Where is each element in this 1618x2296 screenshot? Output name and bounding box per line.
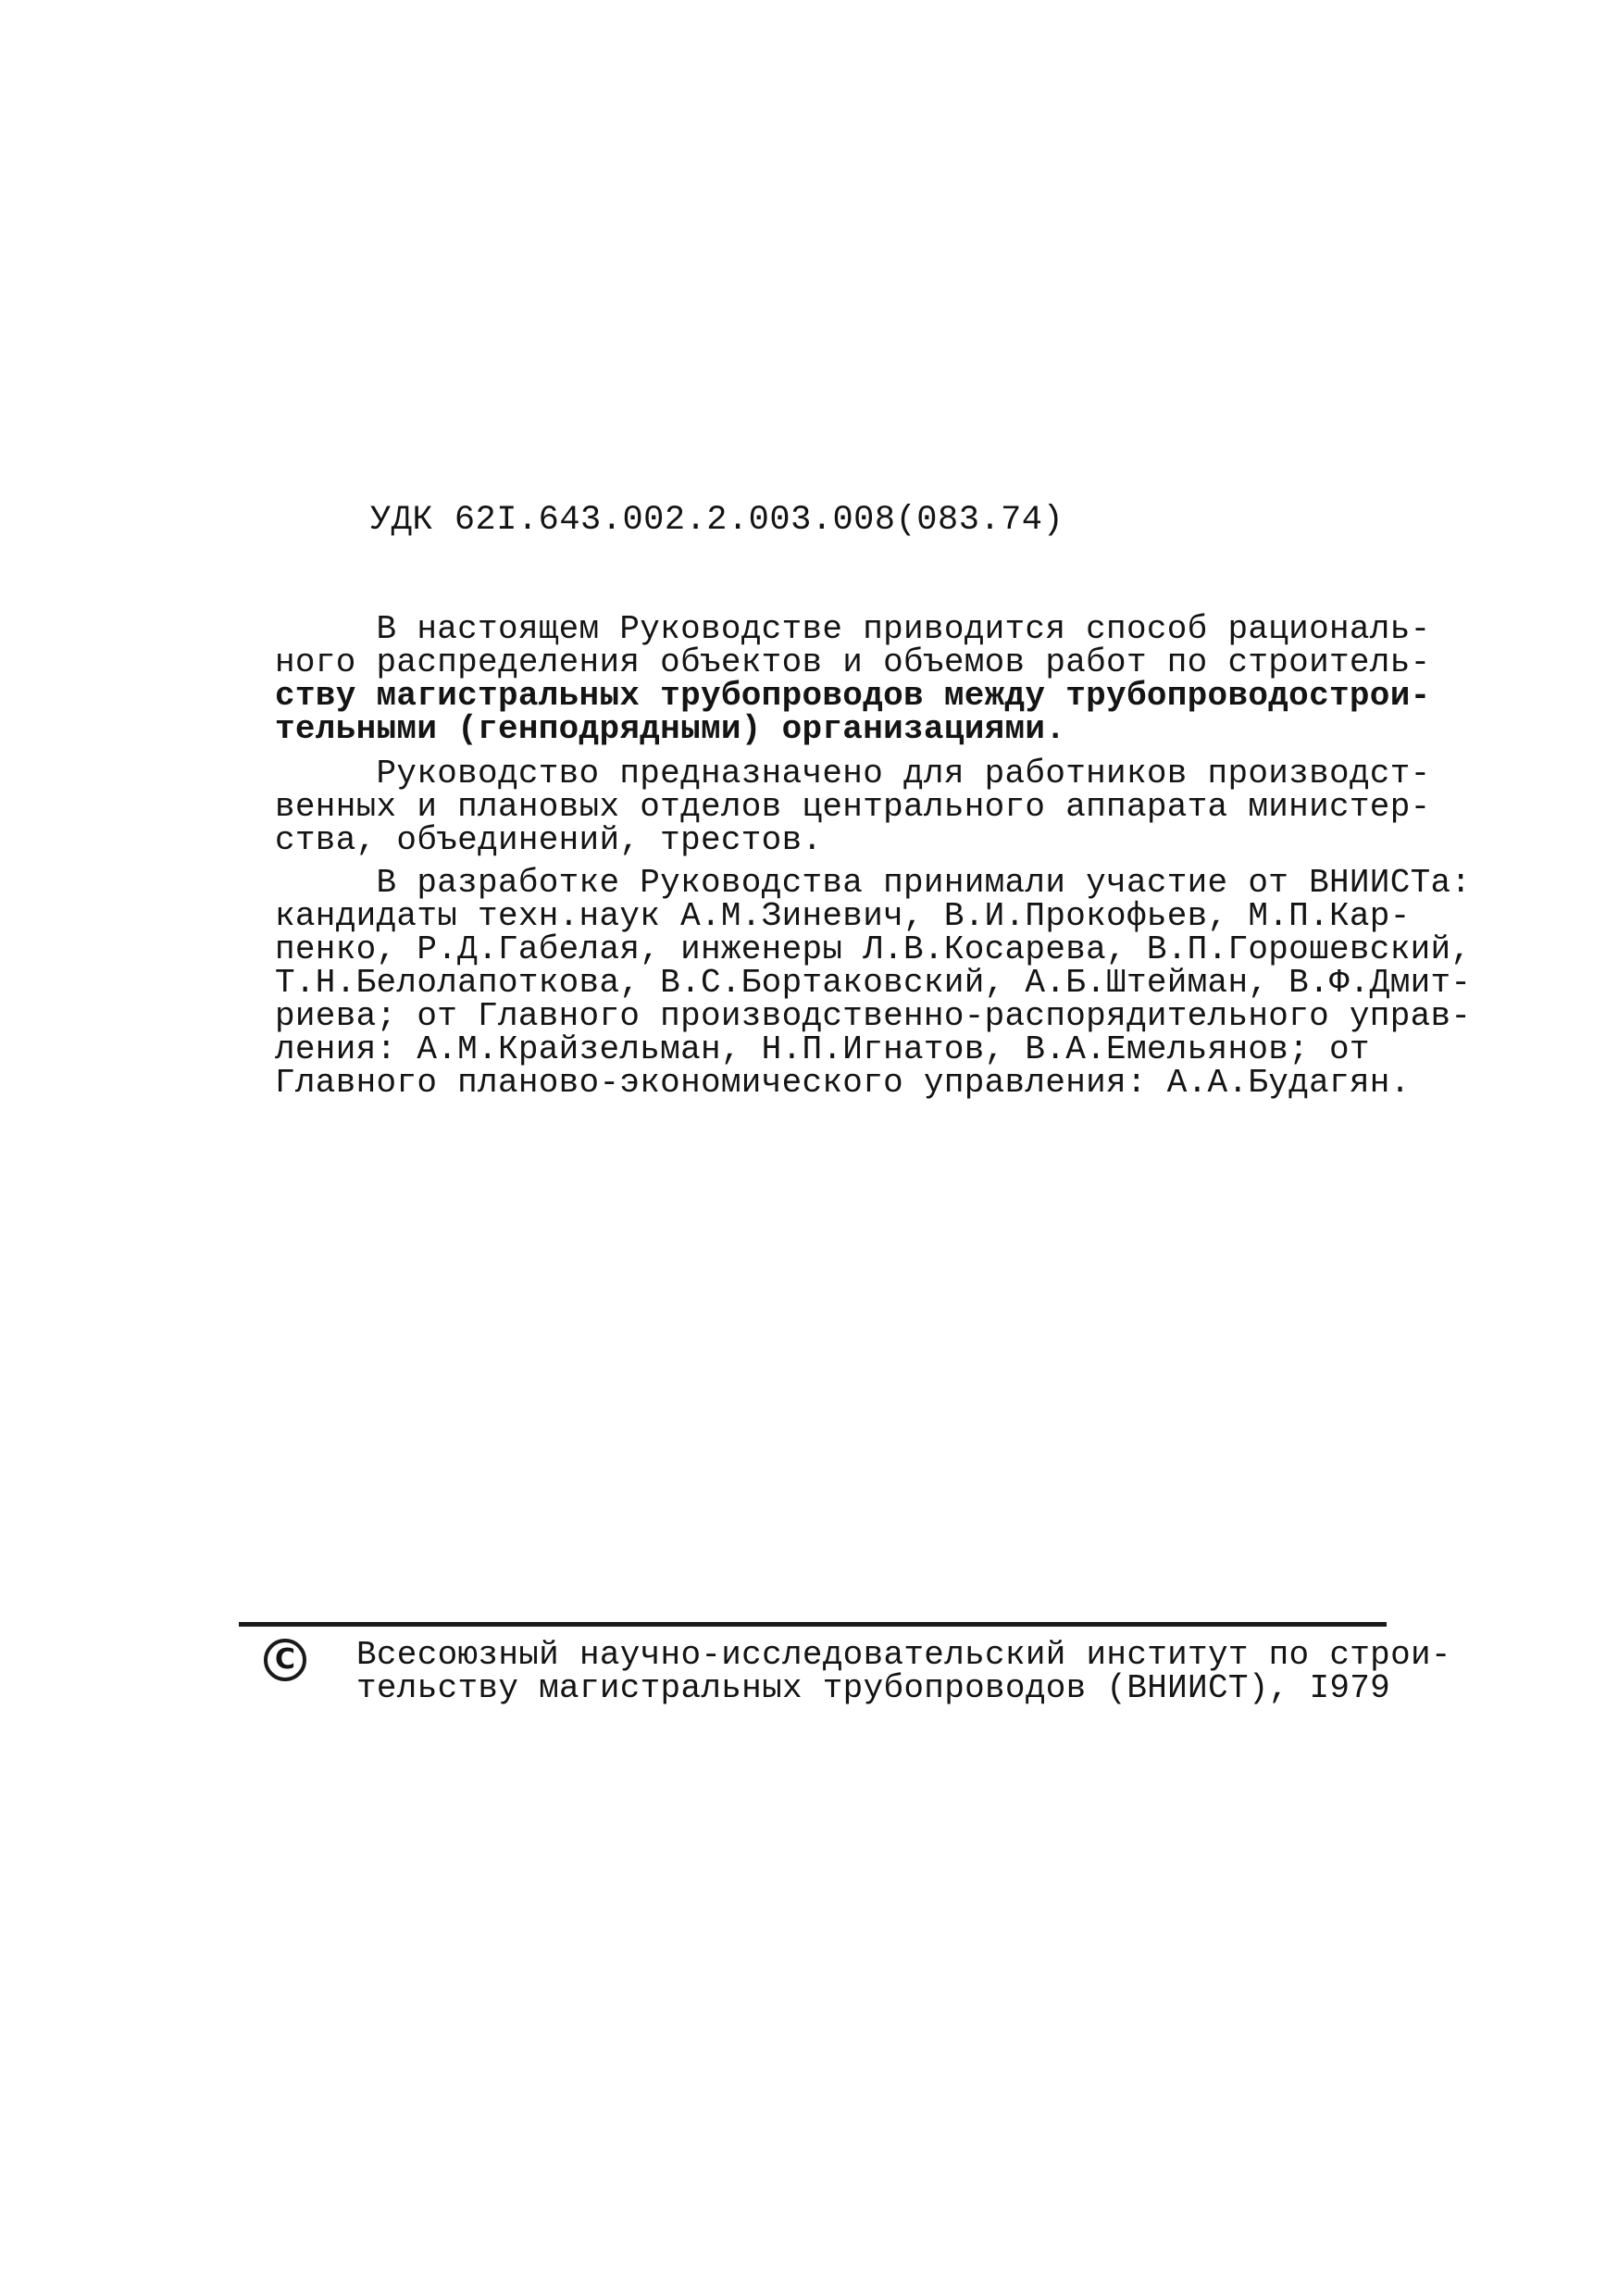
paragraph-3-line-7: Главного планово-экономического управления: А.А.Будагян. — [275, 1064, 1411, 1102]
paragraph-1-line-3: ству магистральных трубопроводов между трубопроводострои- — [275, 677, 1431, 715]
paragraph-3-line-5: риева; от Главного производственно-распорядительного управ- — [275, 997, 1472, 1035]
copyright-line-1: Всесоюзный научно-исследовательский институт по строи- — [356, 1636, 1451, 1674]
copyright-icon: C — [264, 1639, 306, 1681]
paragraph-1-line-4: тельными (генподрядными) организациями. — [275, 710, 1066, 748]
paragraph-3-line-1: В разработке Руководства принимали участие от ВНИИСТа: — [275, 864, 1472, 902]
paragraph-3-line-2: кандидаты техн.наук А.М.Зиневич, В.И.Прокофьев, М.П.Кар- — [275, 897, 1411, 935]
paragraph-3-line-4: Т.Н.Белолапоткова, В.С.Бортаковский, А.Б.Штейман, В.Ф.Дмит- — [275, 964, 1472, 1002]
udc-code: УДК 62I.643.002.2.003.008(083.74) — [370, 501, 1064, 540]
paragraph-2-line-1: Руководство предназначено для работников производст- — [275, 755, 1431, 792]
paragraph-1-line-1: В настоящем Руководстве приводится способ рациональ- — [275, 610, 1431, 648]
paragraph-2-line-3: ства, объединений, трестов. — [275, 821, 823, 859]
paragraph-1-line-2: ного распределения объектов и объемов работ по строитель- — [275, 643, 1431, 681]
copyright-line-2: тельству магистральных трубопроводов (ВНИИСТ), I979 — [356, 1669, 1391, 1707]
footer-divider — [239, 1622, 1387, 1627]
paragraph-2-line-2: венных и плановых отделов центрального аппарата министер- — [275, 788, 1431, 826]
paragraph-3-line-3: пенко, Р.Д.Габелая, инженеры Л.В.Косарева, В.П.Горошевский, — [275, 930, 1472, 968]
paragraph-3-line-6: ления: А.М.Крайзельман, Н.П.Игнатов, В.А.Емельянов; от — [275, 1030, 1370, 1068]
